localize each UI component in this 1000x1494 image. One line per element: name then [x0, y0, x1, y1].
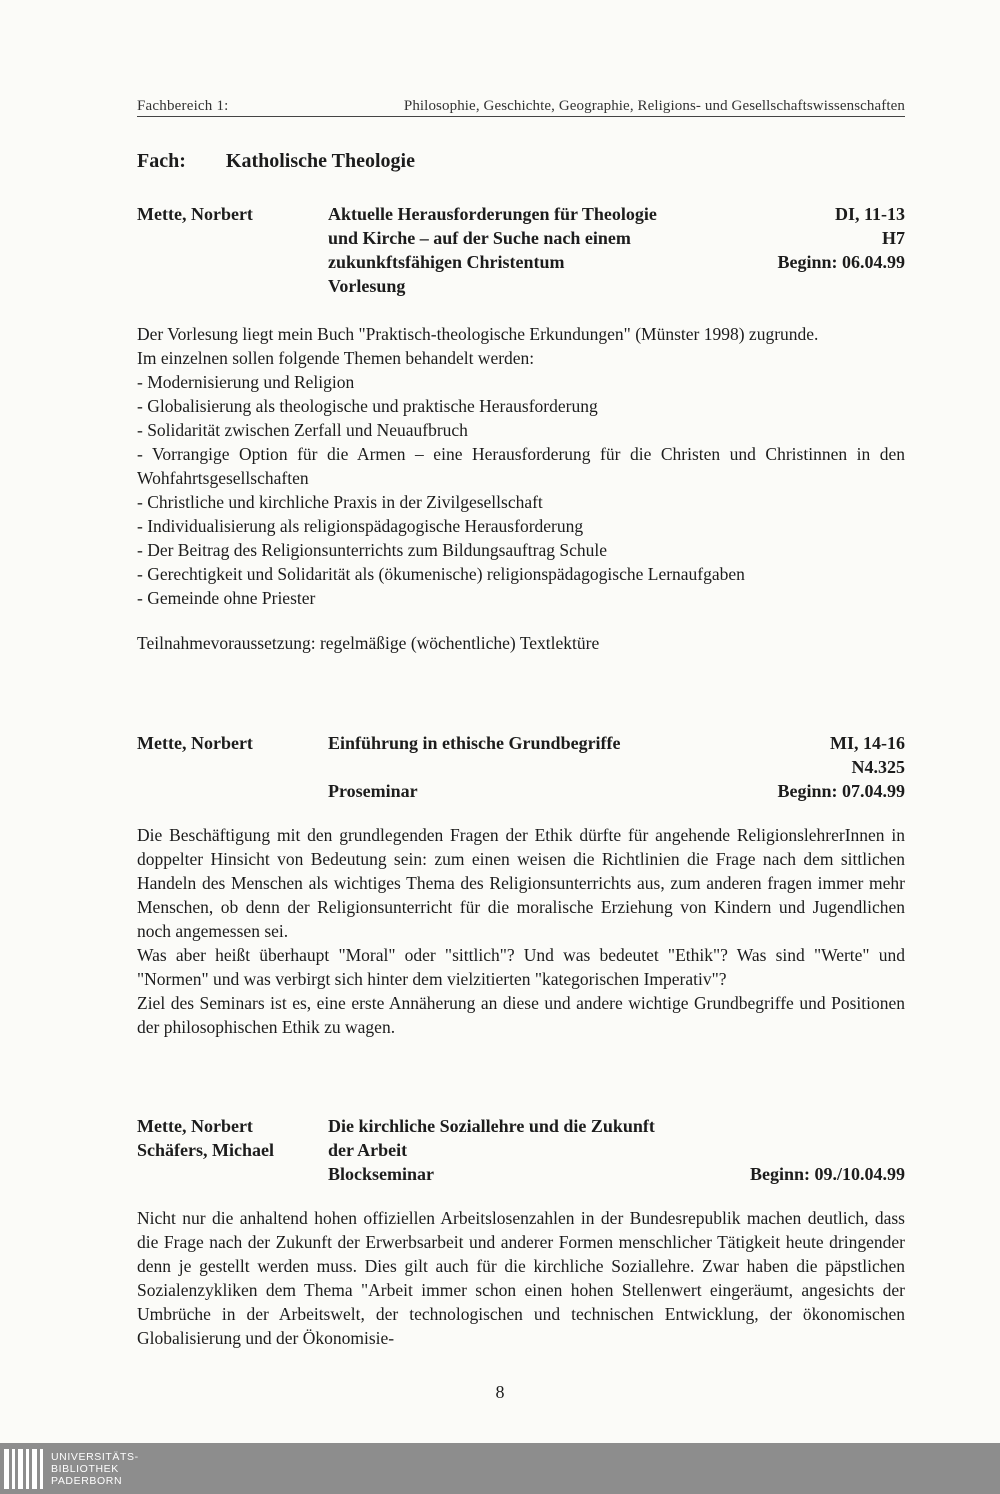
course-title-line: Die kirchliche Soziallehre und die Zukunft — [328, 1116, 655, 1136]
course-begin: Beginn: 09./10.04.99 — [749, 1164, 905, 1184]
course-title-line: Aktuelle Herausforderungen für Theologie — [328, 204, 657, 224]
list-item: - Christliche und kirchliche Praxis in der Zivilgesellschaft — [137, 492, 543, 512]
course-description — [137, 823, 905, 1039]
library-name-line: BIBLIOTHEK — [51, 1462, 119, 1475]
lecturers — [137, 1114, 274, 1162]
course-type: Blockseminar — [328, 1164, 434, 1184]
list-item: - Vorrangige Option für die Armen – eine Herausforderung für die Christen und Christinnen in den Wohfahrtsgesellschaften — [137, 444, 905, 488]
requirement-note: Teilnahmevoraussetzung: regelmäßige (wöchentliche) Textlektüre — [137, 633, 600, 653]
lecturer-name: Mette, Norbert — [137, 204, 253, 224]
course-title-line: der Arbeit — [328, 1140, 408, 1160]
library-name — [51, 1451, 139, 1487]
course-type: Vorlesung — [328, 276, 406, 296]
subject-heading — [137, 150, 415, 173]
course-title — [328, 1114, 655, 1186]
course-room: N4.325 — [851, 757, 905, 777]
topic-list — [137, 370, 905, 610]
list-item: - Der Beitrag des Religionsunterrichts zum Bildungsauftrag Schule — [137, 540, 607, 560]
course-title-line: und Kirche – auf der Suche nach einem — [328, 228, 631, 248]
description-paragraph: Was aber heißt überhaupt "Moral" oder "sittlich"? Und was bedeutet "Ethik"? Was sind "Werte" und "Normen" und was verbirgt sich hinter dem vielzitierten "kategorischen Imperativ"? — [137, 945, 905, 989]
description-paragraph: Ziel des Seminars ist es, eine erste Annäherung an diese und andere wichtige Grundbegriffe und Positionen der philosophischen Ethik zu wagen. — [137, 993, 905, 1037]
description-paragraph: Die Beschäftigung mit den grundlegenden Fragen der Ethik dürfte für angehende ReligionslehrerInnen in doppelter Hinsicht von Bedeutung sein: zum einen weisen die Richtlinien die Frage nach dem sittlichen Handeln des Menschen als wichtiges Thema des Religionsunterrichts aus, zum anderen fragen immer mehr Menschen, ob denn der Religionsunterricht für die moralische Erziehung von Kindern und Jugendlichen noch angemessen sei. — [137, 825, 905, 941]
course-description — [137, 322, 905, 655]
list-item: - Solidarität zwischen Zerfall und Neuaufbruch — [137, 420, 468, 440]
course-begin: Beginn: 07.04.99 — [777, 781, 905, 801]
description-paragraph: Im einzelnen sollen folgende Themen behandelt werden: — [137, 348, 535, 368]
list-item: - Gerechtigkeit und Solidarität als (ökumenische) religionspädagogische Lernaufgaben — [137, 564, 745, 584]
department-subjects: Philosophie, Geschichte, Geographie, Religions- und Gesellschaftswissenschaften — [403, 98, 905, 114]
subject-name: Katholische Theologie — [225, 150, 415, 172]
course-description — [137, 1206, 905, 1350]
course-title — [328, 731, 621, 803]
description-paragraph: Nicht nur die anhaltend hohen offiziellen Arbeitslosenzahlen in der Bundesrepublik machen deutlich, dass die Frage nach der Zukunft der Erwerbsarbeit und anderer Formen menschlicher Tätigkeit heute dringender denn je gestellt werden muss. Dies gilt auch für die kirchliche Soziallehre. Zwar haben die päpstlichen Sozialenzykliken dem Thema "Arbeit immer schon einen hohen Stellenwert eingeräumt, angesichts der Umbrüche in der Arbeitswelt, der technologischen und technischen Entwicklung, der ökonomischen Globalisierung und der Ökonomisie- — [137, 1208, 905, 1348]
course-room: H7 — [881, 228, 905, 248]
subject-label: Fach: — [137, 150, 186, 172]
course-schedule — [777, 202, 905, 274]
department-label: Fachbereich 1: — [137, 98, 229, 114]
page-number: 8 — [495, 1382, 505, 1402]
lecturer-name: Mette, Norbert — [137, 733, 253, 753]
running-header — [137, 98, 905, 117]
library-name-line: PADERBORN — [51, 1474, 123, 1487]
list-item: - Individualisierung als religionspädagogische Herausforderung — [137, 516, 584, 536]
library-name-line: UNIVERSITÄTS- — [51, 1450, 139, 1463]
course-type: Proseminar — [328, 781, 418, 801]
description-paragraph: Der Vorlesung liegt mein Buch "Praktisch-theologische Erkundungen" (Münster 1998) zugrunde. — [137, 324, 819, 344]
library-footer — [0, 1443, 1000, 1494]
course-title — [328, 202, 657, 298]
course-schedule — [777, 731, 905, 803]
lecturer-name: Schäfers, Michael — [137, 1140, 274, 1160]
course-title-line: Einführung in ethische Grundbegriffe — [328, 733, 621, 753]
library-logo-icon — [4, 1449, 43, 1489]
list-item: - Modernisierung und Religion — [137, 372, 355, 392]
course-schedule — [750, 1162, 905, 1186]
lecturer-name: Mette, Norbert — [137, 1116, 253, 1136]
course-time: MI, 14-16 — [830, 733, 905, 753]
course-title-line: zukunkftsfähigen Christentum — [328, 252, 565, 272]
course-time: DI, 11-13 — [834, 204, 905, 224]
list-item: - Globalisierung als theologische und praktische Herausforderung — [137, 396, 598, 416]
course-begin: Beginn: 06.04.99 — [777, 252, 905, 272]
list-item: - Gemeinde ohne Priester — [137, 588, 316, 608]
